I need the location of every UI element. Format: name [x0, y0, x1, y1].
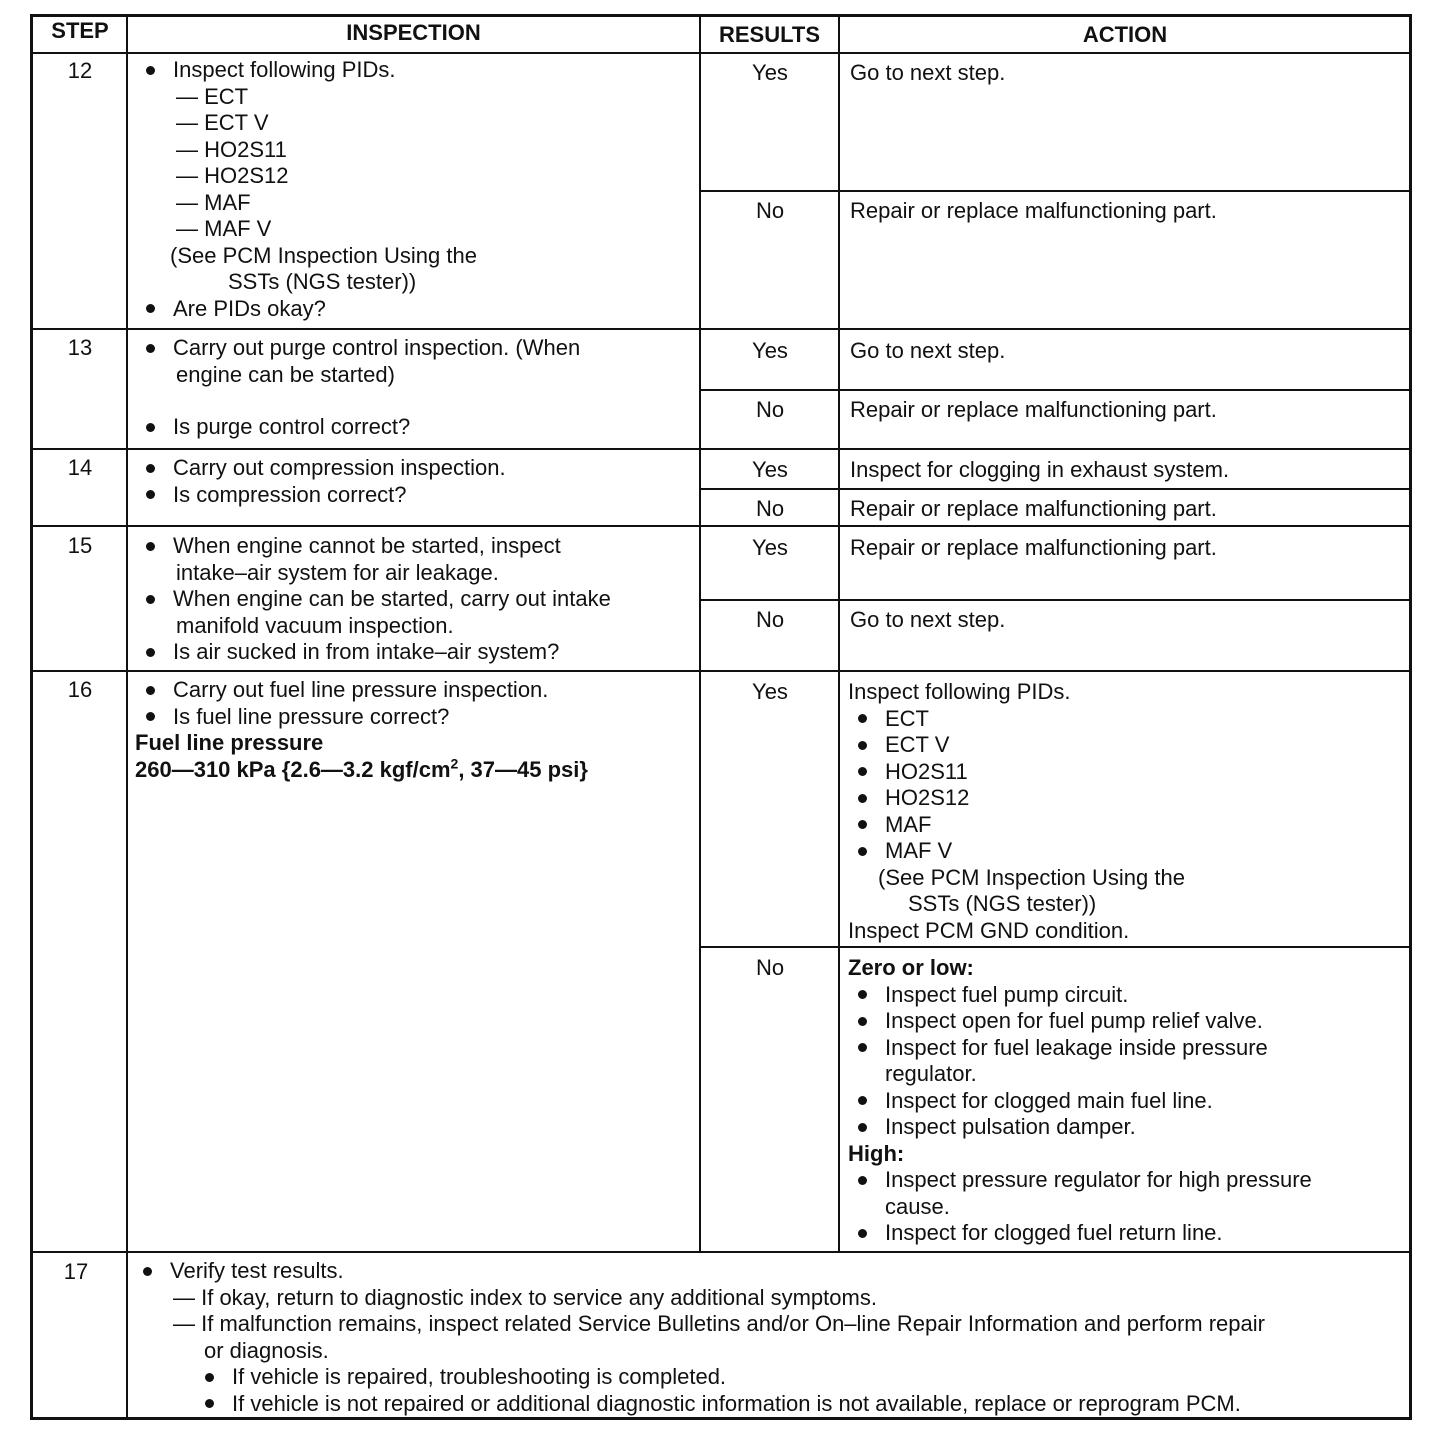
inspection-text: Carry out fuel line pressure inspection. Is fuel line pressure correct? — [146, 677, 548, 730]
step-number: 17 — [63, 1259, 89, 1284]
yes-no-divider-14 — [699, 488, 1412, 490]
result-yes: Yes — [752, 457, 788, 482]
result-no: No — [755, 397, 785, 422]
action-text: Repair or replace malfunctioning part. — [850, 397, 1217, 422]
action-text: Repair or replace malfunctioning part. — [850, 198, 1217, 223]
step-number: 15 — [67, 533, 93, 558]
col-divider-step — [126, 14, 128, 1418]
header-inspection: INSPECTION — [346, 20, 481, 45]
inspection-text: Verify test results. — If okay, return to diagnostic index to service any additional symptoms. — If malfunction remains, inspect related Service Bulletins and/or On–line Repair Information and perform repair or diagnosis. If vehicle is repaired, troubleshooting is completed. If vehicle is not repaired or additional diagnostic information is not available, replace or reprogram PCM. — [143, 1258, 1265, 1417]
action-text: Zero or low: Inspect fuel pump circuit. Inspect open for fuel pump relief valve. Inspect for fuel leakage inside pressure regulator. Inspect for clogged main fuel line. Inspect pulsation damper. High: Inspect pressure regulator for high pressure cause. Inspect for clogged fuel return line. — [848, 955, 1312, 1245]
row-divider-16 — [30, 1251, 1412, 1253]
action-text: Go to next step. — [850, 607, 1006, 632]
yes-no-divider-13 — [699, 389, 1412, 391]
action-text: Repair or replace malfunctioning part. — [850, 535, 1217, 560]
result-yes: Yes — [752, 338, 788, 363]
step-number: 13 — [67, 335, 93, 360]
yes-no-divider-15 — [699, 599, 1412, 601]
yes-no-divider-12 — [699, 190, 1412, 192]
header-results: RESULTS — [718, 22, 821, 47]
inspection-text: When engine cannot be started, inspect intake–air system for air leakage. When engine can be started, carry out intake manifold vacuum inspection. Is air sucked in from intake–air system? — [146, 533, 611, 666]
action-text: Go to next step. — [850, 60, 1006, 85]
result-no: No — [755, 955, 785, 980]
row-divider-12 — [30, 328, 1412, 330]
result-yes: Yes — [752, 679, 788, 704]
step-number: 14 — [67, 455, 93, 480]
result-yes: Yes — [752, 535, 788, 560]
step-number: 12 — [67, 58, 93, 83]
row-divider-15 — [30, 670, 1412, 672]
result-no: No — [755, 198, 785, 223]
row-divider-header — [30, 52, 1412, 54]
step-number: 16 — [67, 677, 93, 702]
yes-no-divider-16 — [699, 946, 1412, 948]
action-text: Go to next step. — [850, 338, 1006, 363]
result-no: No — [755, 607, 785, 632]
action-text: Inspect for clogging in exhaust system. — [850, 457, 1230, 482]
inspection-text: Carry out compression inspection. Is compression correct? — [146, 455, 506, 508]
result-no: No — [755, 496, 785, 521]
row-divider-13 — [30, 448, 1412, 450]
fuel-pressure-spec: Fuel line pressure 260—310 kPa {2.6—3.2 kgf/$cm^2$, 37—45 psi} — [135, 730, 588, 782]
action-text: Repair or replace malfunctioning part. — [850, 496, 1217, 521]
header-action: ACTION — [1082, 22, 1168, 47]
action-text: Inspect following PIDs. ECT ECT V HO2S11 HO2S12 MAF MAF V (See PCM Inspection Using the SSTs (NGS tester)) Inspect PCM GND condition. — [848, 679, 1185, 943]
header-step: STEP — [51, 18, 109, 43]
inspection-text: Carry out purge control inspection. (When engine can be started) Is purge control correct? — [146, 335, 580, 441]
inspection-text: Inspect following PIDs. — ECT — ECT V — HO2S11 — HO2S12 — MAF — MAF V (See PCM Inspection Using the SSTs (NGS tester)) Are PIDs okay? — [146, 57, 477, 322]
result-yes: Yes — [752, 60, 788, 85]
row-divider-14 — [30, 525, 1412, 527]
